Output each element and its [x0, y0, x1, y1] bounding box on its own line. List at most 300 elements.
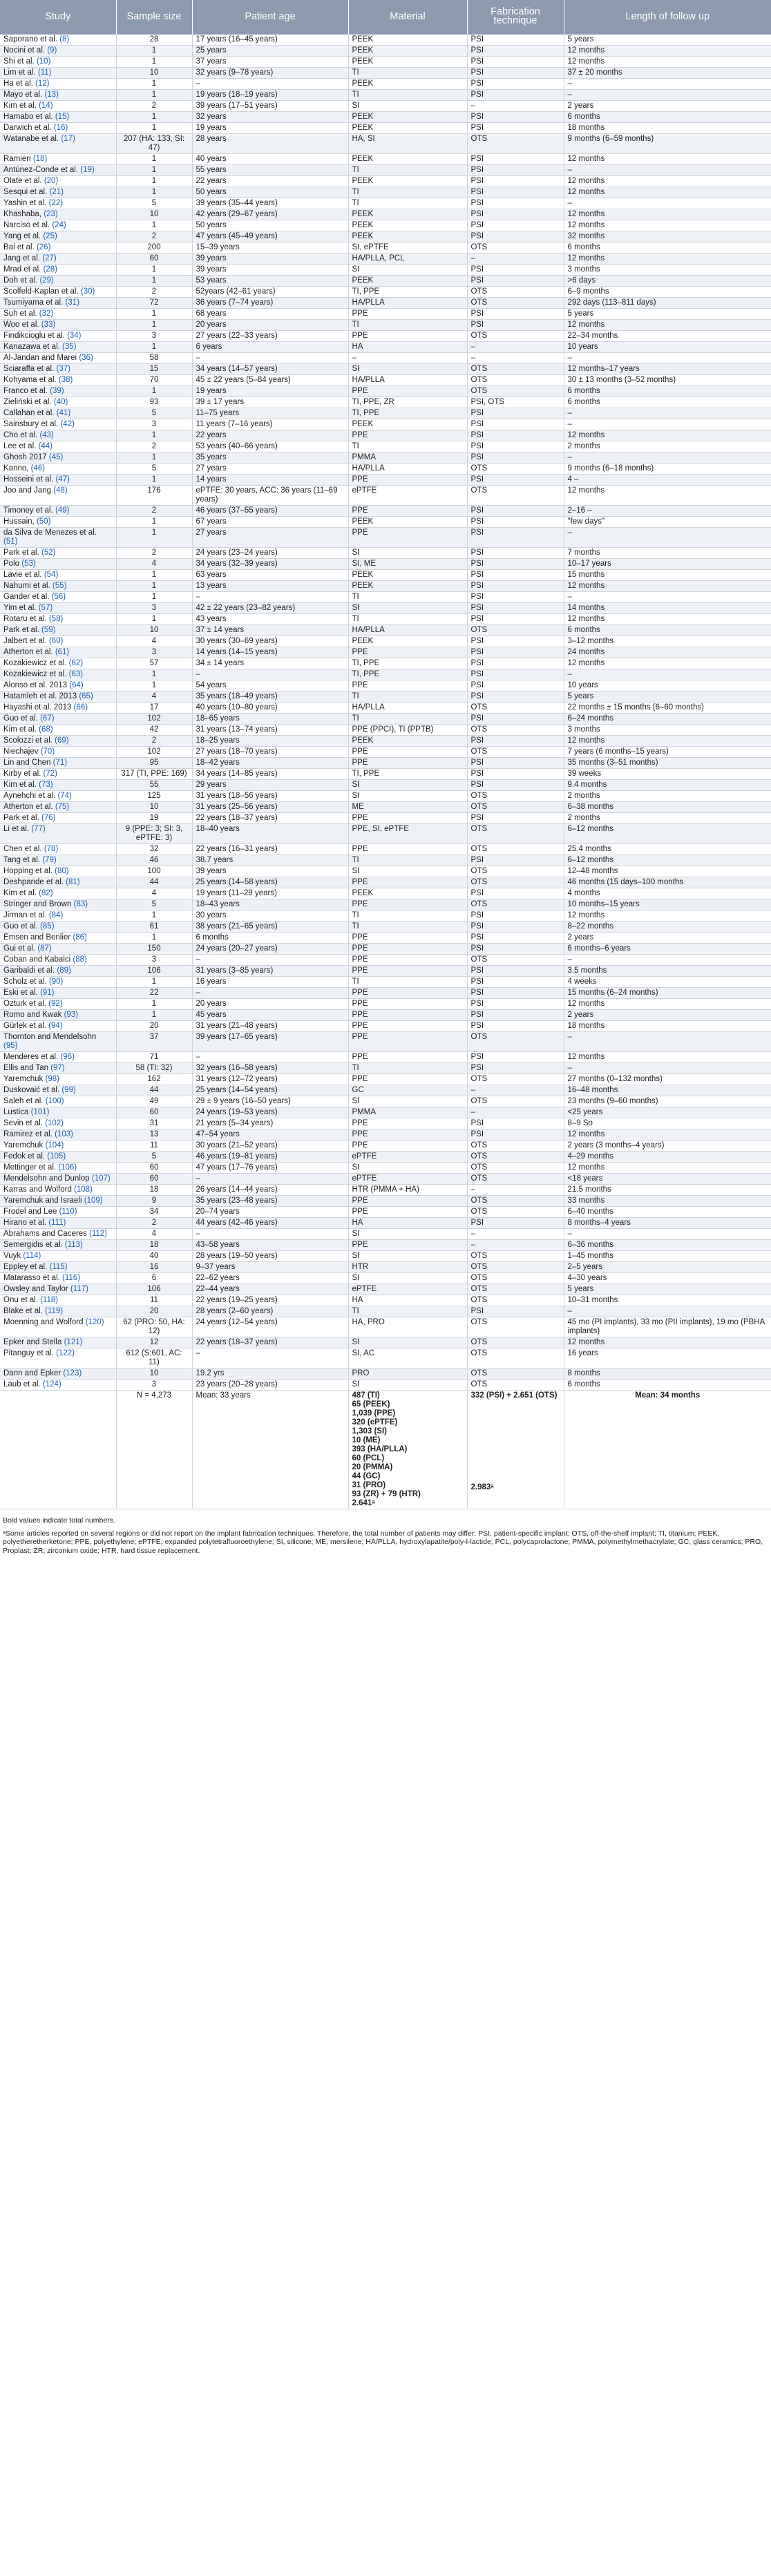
- study-reference-link[interactable]: (83): [73, 900, 88, 908]
- cell-sample-size: 11: [116, 1295, 192, 1306]
- cell-study: [0, 342, 116, 353]
- cell-follow-up: 12 months: [564, 999, 771, 1010]
- study-reference-link[interactable]: (94): [48, 1022, 63, 1030]
- study-reference-link[interactable]: (100): [45, 1097, 64, 1105]
- study-reference-link[interactable]: (81): [66, 878, 80, 886]
- cell-sample-size: 5: [116, 198, 192, 209]
- study-name: Mendelsohn and Dunlop: [3, 1174, 90, 1183]
- table-row: [0, 375, 771, 386]
- cell-study: [0, 1229, 116, 1240]
- cell-study: [0, 559, 116, 570]
- study-reference-link[interactable]: (85): [40, 922, 55, 931]
- study-reference-link[interactable]: (114): [23, 1252, 41, 1260]
- study-name: Vuyk: [3, 1252, 21, 1260]
- cell-material: TI: [348, 614, 467, 625]
- total-material-count: 20 (PMMA): [352, 1463, 393, 1471]
- study-reference-link[interactable]: (50): [36, 517, 51, 526]
- table-row: [0, 123, 771, 134]
- cell-sample-size: 1: [116, 57, 192, 68]
- table-row: [0, 1295, 771, 1306]
- cell-fabrication: OTS: [467, 1163, 564, 1174]
- cell-sample-size: 1: [116, 220, 192, 231]
- study-reference-link[interactable]: (63): [68, 670, 84, 678]
- cell-fabrication: –: [467, 1085, 564, 1096]
- table-row: [0, 988, 771, 999]
- cell-material: ePTFE: [348, 1174, 467, 1185]
- cell-study: [0, 636, 116, 647]
- table-row: [0, 1163, 771, 1174]
- study-name: Hayashi et al. 2013: [3, 703, 72, 712]
- cell-patient-age: 34 years (14–85 years): [192, 769, 348, 780]
- cell-fabrication: –: [467, 342, 564, 353]
- cell-follow-up: 2–5 years: [564, 1262, 771, 1273]
- study-reference-link[interactable]: (57): [38, 604, 53, 612]
- study-name: Yaremchuk: [3, 1075, 44, 1083]
- cell-follow-up: 6 months: [564, 397, 771, 408]
- study-reference-link[interactable]: (53): [21, 560, 36, 568]
- cell-material: SI, ePTFE: [348, 242, 467, 254]
- cell-fabrication: PSI: [467, 736, 564, 747]
- study-reference-link[interactable]: (89): [57, 966, 71, 975]
- cell-study: [0, 866, 116, 877]
- study-reference-link[interactable]: (66): [73, 703, 88, 712]
- cell-sample-size: 612 (S:601, AC: 11): [116, 1348, 192, 1368]
- cell-follow-up: 18 months: [564, 1021, 771, 1032]
- cell-follow-up: 2–16 –: [564, 506, 771, 517]
- study-reference-link[interactable]: (56): [51, 593, 66, 601]
- study-reference-link[interactable]: (104): [45, 1141, 64, 1149]
- cell-study: [0, 888, 116, 899]
- study-reference-link[interactable]: (31): [65, 298, 79, 307]
- study-reference-link[interactable]: (108): [74, 1185, 93, 1194]
- cell-sample-size: 1: [116, 977, 192, 988]
- study-reference-link[interactable]: (64): [69, 681, 84, 689]
- cell-study: [0, 680, 116, 691]
- cell-follow-up: 6 months: [564, 242, 771, 254]
- cell-study: [0, 90, 116, 101]
- cell-follow-up: 3.5 months: [564, 966, 771, 977]
- study-reference-link[interactable]: (22): [48, 199, 64, 207]
- cell-material: TI: [348, 187, 467, 198]
- study-reference-link[interactable]: (118): [40, 1296, 59, 1304]
- study-name: Ramieri: [3, 155, 31, 163]
- study-reference-link[interactable]: (96): [60, 1053, 75, 1061]
- study-reference-link[interactable]: (79): [42, 856, 57, 864]
- cell-patient-age: 52years (42–61 years): [192, 287, 348, 298]
- table-row: [0, 187, 771, 198]
- cell-patient-age: 50 years: [192, 220, 348, 231]
- study-reference-link[interactable]: (99): [61, 1086, 76, 1094]
- study-reference-link[interactable]: (92): [48, 1000, 63, 1008]
- total-material-count: 487 (TI): [352, 1391, 380, 1400]
- cell-material: PPE: [348, 1118, 467, 1129]
- study-reference-link[interactable]: (87): [37, 944, 52, 953]
- study-reference-link[interactable]: (35): [62, 343, 77, 351]
- cell-study: [0, 101, 116, 112]
- cell-material: PPE: [348, 1240, 467, 1251]
- study-reference-link[interactable]: (49): [55, 506, 70, 515]
- cell-patient-age: 20 years: [192, 320, 348, 331]
- study-reference-link[interactable]: (47): [55, 475, 70, 484]
- cell-fabrication: OTS: [467, 1141, 564, 1152]
- cell-sample-size: 102: [116, 714, 192, 725]
- header-follow-up: Length of follow up: [564, 0, 771, 35]
- cell-study: [0, 154, 116, 165]
- table-row: [0, 220, 771, 231]
- study-reference-link[interactable]: (14): [39, 102, 53, 110]
- study-reference-link[interactable]: (91): [40, 989, 55, 997]
- cell-follow-up: 8–22 months: [564, 922, 771, 933]
- study-reference-link[interactable]: (115): [49, 1263, 68, 1271]
- study-reference-link[interactable]: (10): [36, 57, 51, 66]
- study-reference-link[interactable]: (26): [36, 243, 51, 251]
- cell-sample-size: 58 (TI: 32): [116, 1063, 192, 1074]
- table-row: [0, 647, 771, 658]
- cell-follow-up: "few days": [564, 517, 771, 528]
- table-row: [0, 791, 771, 802]
- study-reference-link[interactable]: (109): [84, 1196, 103, 1205]
- cell-sample-size: 1: [116, 154, 192, 165]
- study-reference-link[interactable]: (112): [89, 1230, 108, 1238]
- cell-material: PPE: [348, 1207, 467, 1218]
- cell-follow-up: 6–9 months: [564, 287, 771, 298]
- study-reference-link[interactable]: (32): [39, 309, 54, 318]
- study-reference-link[interactable]: (80): [55, 867, 69, 875]
- study-reference-link[interactable]: (75): [55, 803, 70, 811]
- study-reference-link[interactable]: (17): [61, 135, 75, 143]
- total-follow-up: Mean: 34 months: [564, 1391, 771, 1509]
- study-reference-link[interactable]: (21): [49, 188, 64, 196]
- study-name: Li et al.: [3, 825, 30, 833]
- study-reference-link[interactable]: (36): [79, 354, 93, 362]
- study-reference-link[interactable]: (20): [44, 177, 59, 185]
- study-reference-link[interactable]: (19): [80, 166, 95, 174]
- study-reference-link[interactable]: (121): [64, 1338, 83, 1346]
- cell-follow-up: 12 months: [564, 1163, 771, 1174]
- study-name: Khashaba,: [3, 210, 41, 218]
- table-row: [0, 570, 771, 581]
- cell-fabrication: PSI: [467, 910, 564, 922]
- table-row: [0, 287, 771, 298]
- cell-material: PEEK: [348, 636, 467, 647]
- cell-sample-size: 1: [116, 90, 192, 101]
- study-reference-link[interactable]: (59): [41, 626, 56, 634]
- cell-sample-size: 60: [116, 254, 192, 265]
- study-reference-link[interactable]: (116): [62, 1274, 81, 1282]
- study-reference-link[interactable]: (98): [45, 1075, 59, 1083]
- study-reference-link[interactable]: (124): [42, 1380, 61, 1389]
- study-reference-link[interactable]: (30): [80, 287, 95, 296]
- cell-patient-age: 47 years (17–76 years): [192, 1163, 348, 1174]
- table-row: [0, 824, 771, 844]
- study-reference-link[interactable]: (93): [64, 1011, 79, 1019]
- cell-patient-age: 23 years (20–28 years): [192, 1380, 348, 1391]
- study-reference-link[interactable]: (34): [67, 332, 82, 340]
- total-material-count: 393 (HA/PLLA): [352, 1445, 408, 1453]
- table-row: [0, 1152, 771, 1163]
- cell-follow-up: 10 years: [564, 680, 771, 691]
- study-reference-link[interactable]: (55): [52, 582, 67, 590]
- total-row: [0, 1391, 771, 1509]
- study-reference-link[interactable]: (69): [55, 736, 69, 745]
- table-row: [0, 209, 771, 220]
- table-row: [0, 966, 771, 977]
- study-reference-link[interactable]: (122): [56, 1349, 75, 1357]
- cell-material: ePTFE: [348, 1152, 467, 1163]
- cell-sample-size: 3: [116, 1380, 192, 1391]
- cell-material: PPE: [348, 1196, 467, 1207]
- cell-material: PPE: [348, 528, 467, 548]
- study-reference-link[interactable]: (27): [42, 254, 57, 263]
- study-reference-link[interactable]: (70): [40, 747, 55, 756]
- cell-follow-up: 9 months (6–59 months): [564, 134, 771, 154]
- cell-sample-size: 200: [116, 242, 192, 254]
- study-reference-link[interactable]: (105): [47, 1152, 66, 1161]
- study-reference-link[interactable]: (8): [59, 35, 70, 44]
- cell-material: SI: [348, 265, 467, 276]
- cell-study: [0, 899, 116, 910]
- study-reference-link[interactable]: (107): [91, 1174, 111, 1183]
- table-row: [0, 1240, 771, 1251]
- cell-material: SI: [348, 1163, 467, 1174]
- study-reference-link[interactable]: (120): [85, 1318, 104, 1326]
- cell-material: SI: [348, 866, 467, 877]
- cell-follow-up: 4–30 years: [564, 1273, 771, 1284]
- study-reference-link[interactable]: (16): [53, 124, 68, 132]
- study-reference-link[interactable]: (62): [68, 659, 84, 667]
- study-reference-link[interactable]: (11): [37, 68, 52, 77]
- cell-patient-age: 46 years (37–55 years): [192, 506, 348, 517]
- study-name: Garibaldi et al.: [3, 966, 55, 975]
- cell-sample-size: 2: [116, 506, 192, 517]
- cell-follow-up: 6–12 months: [564, 855, 771, 866]
- study-reference-link[interactable]: (60): [48, 637, 64, 645]
- cell-fabrication: PSI: [467, 79, 564, 90]
- study-reference-link[interactable]: (45): [48, 453, 64, 461]
- table-row: [0, 1174, 771, 1185]
- study-name: Hirano et al.: [3, 1219, 47, 1227]
- cell-study: [0, 922, 116, 933]
- cell-patient-age: 37 ± 14 years: [192, 625, 348, 636]
- study-reference-link[interactable]: (13): [44, 90, 59, 99]
- study-reference-link[interactable]: (24): [52, 221, 66, 229]
- cell-fabrication: PSI: [467, 90, 564, 101]
- study-reference-link[interactable]: (101): [30, 1108, 50, 1116]
- table-row: [0, 581, 771, 592]
- study-reference-link[interactable]: (111): [48, 1219, 66, 1227]
- cell-study: [0, 1218, 116, 1229]
- cell-study: [0, 187, 116, 198]
- table-row: [0, 888, 771, 899]
- cell-sample-size: 176: [116, 486, 192, 506]
- cell-follow-up: 6 months–6 years: [564, 944, 771, 955]
- cell-study: [0, 1152, 116, 1163]
- study-name: Frodel and Lee: [3, 1208, 57, 1216]
- study-reference-link[interactable]: (106): [58, 1163, 77, 1172]
- study-reference-link[interactable]: (88): [73, 955, 87, 964]
- total-material-count: 320 (ePTFE): [352, 1418, 398, 1427]
- cell-follow-up: 12 months: [564, 1052, 771, 1063]
- study-name: Eppley et al.: [3, 1263, 48, 1271]
- cell-fabrication: OTS: [467, 1337, 564, 1348]
- cell-study: [0, 758, 116, 769]
- study-reference-link[interactable]: (51): [3, 537, 18, 546]
- cell-material: PPE: [348, 899, 467, 910]
- cell-sample-size: 46: [116, 855, 192, 866]
- study-reference-link[interactable]: (95): [3, 1042, 18, 1050]
- table-row: [0, 592, 771, 603]
- cell-sample-size: 1: [116, 592, 192, 603]
- study-name: Al-Jandan and Marei: [3, 354, 77, 362]
- study-reference-link[interactable]: (12): [35, 79, 50, 88]
- cell-patient-age: 19 years (11–29 years): [192, 888, 348, 899]
- table-row: [0, 320, 771, 331]
- study-reference-link[interactable]: (43): [39, 431, 54, 439]
- cell-follow-up: 12 months: [564, 430, 771, 441]
- study-reference-link[interactable]: (52): [41, 548, 56, 557]
- cell-follow-up: <18 years: [564, 1174, 771, 1185]
- study-reference-link[interactable]: (86): [73, 933, 87, 942]
- cell-study: [0, 988, 116, 999]
- study-reference-link[interactable]: (117): [70, 1285, 88, 1293]
- study-reference-link[interactable]: (90): [48, 977, 64, 986]
- cell-fabrication: OTS: [467, 1152, 564, 1163]
- study-reference-link[interactable]: (58): [48, 615, 64, 623]
- cell-patient-age: 27 years: [192, 464, 348, 475]
- study-reference-link[interactable]: (28): [43, 265, 57, 274]
- study-reference-link[interactable]: (119): [45, 1307, 64, 1315]
- study-reference-link[interactable]: (78): [44, 845, 59, 853]
- study-reference-link[interactable]: (18): [32, 155, 48, 163]
- cell-fabrication: OTS: [467, 1273, 564, 1284]
- cell-patient-age: 21 years (5–34 years): [192, 1118, 348, 1129]
- study-reference-link[interactable]: (39): [50, 387, 64, 395]
- cell-sample-size: 3: [116, 603, 192, 614]
- study-reference-link[interactable]: (29): [39, 276, 54, 285]
- study-reference-link[interactable]: (9): [47, 46, 57, 55]
- cell-fabrication: PSI: [467, 1306, 564, 1317]
- study-reference-link[interactable]: (113): [64, 1241, 83, 1249]
- study-name: Yaremchuk and Israeli: [3, 1196, 82, 1205]
- cell-fabrication: –: [467, 1229, 564, 1240]
- study-reference-link[interactable]: (65): [79, 692, 93, 700]
- study-name: Blake et al.: [3, 1307, 43, 1315]
- study-reference-link[interactable]: (103): [55, 1130, 73, 1138]
- cell-fabrication: PSI: [467, 1118, 564, 1129]
- cell-sample-size: 1: [116, 112, 192, 123]
- cell-follow-up: –: [564, 353, 771, 364]
- study-reference-link[interactable]: (23): [44, 210, 58, 218]
- study-reference-link[interactable]: (42): [60, 420, 75, 428]
- study-reference-link[interactable]: (37): [56, 365, 70, 373]
- cell-material: SI: [348, 1380, 467, 1391]
- study-reference-link[interactable]: (76): [41, 814, 56, 822]
- cell-fabrication: PSI: [467, 46, 564, 57]
- cell-patient-age: 13 years: [192, 581, 348, 592]
- table-row: [0, 999, 771, 1010]
- cell-study: [0, 198, 116, 209]
- cell-follow-up: 12 months: [564, 46, 771, 57]
- cell-sample-size: 5: [116, 408, 192, 419]
- study-reference-link[interactable]: (71): [53, 759, 68, 767]
- study-reference-link[interactable]: (77): [31, 825, 46, 833]
- study-reference-link[interactable]: (48): [53, 486, 68, 495]
- cell-fabrication: PSI: [467, 636, 564, 647]
- cell-follow-up: –: [564, 1306, 771, 1317]
- cell-study: [0, 813, 116, 824]
- study-reference-link[interactable]: (25): [43, 232, 57, 240]
- cell-fabrication: PSI: [467, 559, 564, 570]
- study-reference-link[interactable]: (38): [58, 376, 73, 384]
- study-reference-link[interactable]: (102): [45, 1119, 64, 1127]
- cell-follow-up: –: [564, 198, 771, 209]
- study-reference-link[interactable]: (74): [57, 792, 72, 800]
- study-reference-link[interactable]: (123): [63, 1369, 82, 1377]
- cell-material: PPE: [348, 966, 467, 977]
- cell-sample-size: 19: [116, 813, 192, 824]
- study-reference-link[interactable]: (72): [43, 770, 57, 778]
- cell-follow-up: –: [564, 165, 771, 176]
- study-reference-link[interactable]: (54): [44, 571, 59, 579]
- cell-fabrication: PSI: [467, 966, 564, 977]
- cell-study: [0, 703, 116, 714]
- table-row: [0, 1284, 771, 1295]
- table-row: [0, 517, 771, 528]
- study-name: Tang et al.: [3, 856, 41, 864]
- cell-study: [0, 791, 116, 802]
- cell-sample-size: 44: [116, 1085, 192, 1096]
- study-reference-link[interactable]: (73): [39, 781, 53, 789]
- study-reference-link[interactable]: (33): [41, 321, 56, 329]
- cell-follow-up: 5 years: [564, 35, 771, 46]
- cell-study: [0, 331, 116, 342]
- cell-follow-up: 2 months: [564, 813, 771, 824]
- study-reference-link[interactable]: (61): [55, 648, 70, 656]
- study-reference-link[interactable]: (97): [50, 1064, 65, 1072]
- table-row: [0, 658, 771, 669]
- study-name: Jang et al.: [3, 254, 41, 263]
- cell-follow-up: 35 months (3–51 months): [564, 758, 771, 769]
- cell-sample-size: 3: [116, 419, 192, 430]
- cell-patient-age: 27 years: [192, 528, 348, 548]
- cell-follow-up: –: [564, 1063, 771, 1074]
- total-fabrication-breakdown: 332 (PSI) + 2.651 (OTS): [470, 1391, 558, 1400]
- study-reference-link[interactable]: (41): [56, 409, 71, 417]
- cell-sample-size: 31: [116, 1118, 192, 1129]
- cell-patient-age: 31 years (25–56 years): [192, 802, 348, 813]
- cell-patient-age: 11–75 years: [192, 408, 348, 419]
- cell-follow-up: 6–24 months: [564, 714, 771, 725]
- study-reference-link[interactable]: (84): [48, 911, 64, 919]
- cell-study: [0, 528, 116, 548]
- study-reference-link[interactable]: (40): [53, 398, 68, 406]
- study-reference-link[interactable]: (15): [55, 113, 70, 121]
- study-reference-link[interactable]: (110): [59, 1208, 77, 1216]
- study-reference-link[interactable]: (82): [39, 889, 53, 897]
- study-reference-link[interactable]: (44): [38, 442, 53, 450]
- study-name: Rotaru et al.: [3, 615, 47, 623]
- table-row: [0, 691, 771, 703]
- study-reference-link[interactable]: (67): [40, 714, 55, 723]
- study-reference-link[interactable]: (46): [30, 464, 46, 473]
- cell-material: PPE: [348, 813, 467, 824]
- cell-material: TI: [348, 68, 467, 79]
- cell-follow-up: 2 months: [564, 441, 771, 452]
- study-reference-link[interactable]: (68): [39, 725, 53, 734]
- cell-follow-up: 12 months: [564, 614, 771, 625]
- study-name: Scolfeld-Kaplan et al.: [3, 287, 79, 296]
- study-name: Bai et al.: [3, 243, 35, 251]
